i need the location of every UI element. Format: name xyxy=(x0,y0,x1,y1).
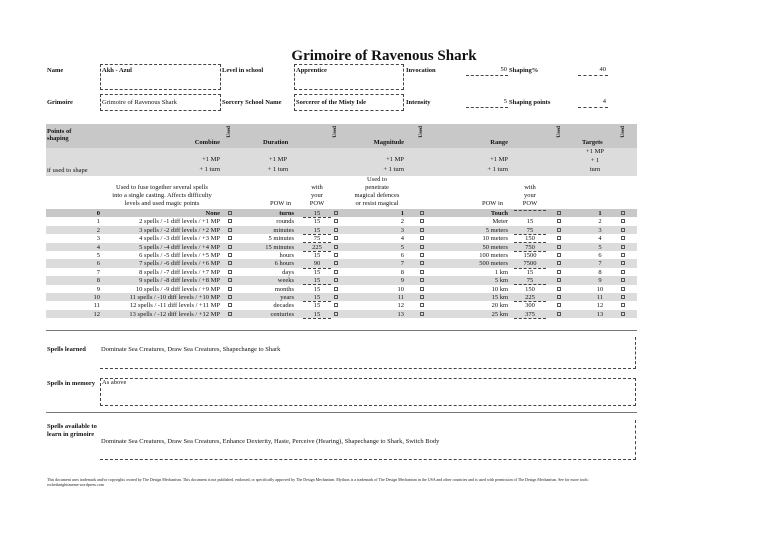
row-range-value[interactable]: 300 xyxy=(514,302,546,310)
divider-2 xyxy=(46,412,637,413)
row-points: 8 xyxy=(96,277,100,285)
row-targets: 4 xyxy=(598,235,602,243)
row-duration-value[interactable]: 15 xyxy=(303,311,331,319)
checkbox-magnitude[interactable] xyxy=(420,278,424,282)
row-targets: 12 xyxy=(596,302,604,310)
row-range: 5 km xyxy=(494,277,508,285)
checkbox-magnitude[interactable] xyxy=(420,219,424,223)
row-duration: rounds xyxy=(276,218,294,226)
targets-cost-mp: +1 MP xyxy=(586,148,604,155)
intensity-value: 5 xyxy=(503,98,507,105)
row-range-value[interactable]: 375 xyxy=(514,311,546,319)
row-magnitude: 9 xyxy=(400,277,404,285)
checkbox-magnitude[interactable] xyxy=(420,253,424,257)
row-magnitude: 2 xyxy=(400,218,404,226)
row-duration-value[interactable]: 15 xyxy=(303,252,331,260)
checkbox-combine[interactable] xyxy=(228,303,232,307)
checkbox-combine[interactable] xyxy=(228,261,232,265)
school-value: Sorcerer of the Misty Isle xyxy=(296,99,367,106)
checkbox-targets[interactable] xyxy=(621,303,625,307)
row-duration: turns xyxy=(279,210,294,217)
row-points: 7 xyxy=(96,268,100,276)
checkbox-duration[interactable] xyxy=(334,219,338,223)
checkbox-range[interactable] xyxy=(557,312,561,316)
checkbox-duration[interactable] xyxy=(334,312,338,316)
col-combine: Combine xyxy=(194,139,220,146)
targets-cost-plus: + 1 xyxy=(590,157,600,164)
checkbox-targets[interactable] xyxy=(621,287,625,291)
page-title: Grimoire of Ravenous Shark xyxy=(291,48,477,64)
duration-cost-mp: +1 MP xyxy=(269,156,287,163)
checkbox-magnitude[interactable] xyxy=(420,312,424,316)
row-points: 11 xyxy=(93,302,100,310)
row-duration-value[interactable]: 75 xyxy=(303,235,331,243)
duration-desc-3: POW xyxy=(309,200,325,207)
shaping-points-label: Shaping points xyxy=(509,99,551,106)
checkbox-duration[interactable] xyxy=(334,228,338,232)
row-range: 500 meters xyxy=(479,260,508,268)
row-points: 0 xyxy=(96,210,100,217)
duration-cost-turn: + 1 turn xyxy=(267,166,289,173)
row-duration-value[interactable]: 15 xyxy=(303,286,331,294)
row-range: 25 km xyxy=(491,310,508,318)
invocation-value: 50 xyxy=(500,66,507,73)
checkbox-duration[interactable] xyxy=(334,211,338,215)
row-range: 50 meters xyxy=(482,243,508,251)
row-points: 9 xyxy=(96,285,100,293)
row-duration: minutes xyxy=(273,226,294,234)
spells-available-field[interactable] xyxy=(100,420,636,460)
row-duration: 6 hours xyxy=(274,260,294,268)
row-combine: 12 spells / -11 diff levels / +11 MP xyxy=(129,302,220,310)
checkbox-combine[interactable] xyxy=(228,211,232,215)
duration-desc-1: with xyxy=(311,184,323,191)
spells-learned-value: Dominate Sea Creatures, Draw Sea Creatures, Shapechange to Shark xyxy=(101,346,281,353)
row-combine: 3 spells / -2 diff levels / +2 MP xyxy=(139,226,220,234)
row-duration-value[interactable]: 15 xyxy=(303,227,331,235)
used-magnitude: Used xyxy=(418,126,424,138)
row-range-value[interactable]: 750 xyxy=(514,244,546,252)
row-points: 2 xyxy=(96,226,100,234)
row-range: 5 meters xyxy=(485,226,508,234)
range-cost-mp: +1 MP xyxy=(490,156,508,163)
checkbox-combine[interactable] xyxy=(228,253,232,257)
checkbox-combine[interactable] xyxy=(228,245,232,249)
checkbox-magnitude[interactable] xyxy=(420,245,424,249)
checkbox-magnitude[interactable] xyxy=(420,270,424,274)
intensity-field[interactable] xyxy=(466,96,508,108)
spells-available-label: Spells available to learn in grimoire xyxy=(47,423,97,438)
magnitude-desc-4: or resist magical xyxy=(355,200,399,207)
checkbox-range[interactable] xyxy=(557,261,561,265)
row-targets: 6 xyxy=(598,252,602,259)
checkbox-range[interactable] xyxy=(557,228,561,232)
row-range: 100 meters xyxy=(479,252,508,259)
level-label: Level in school xyxy=(222,67,264,74)
row-magnitude: 4 xyxy=(400,235,404,243)
row-combine: 4 spells / -3 diff levels / +3 MP xyxy=(139,235,220,243)
duration-desc-pre: POW in xyxy=(270,200,292,207)
row-targets: 13 xyxy=(596,310,604,318)
col-targets: Targets xyxy=(582,139,603,146)
row-range-value[interactable]: 15 xyxy=(514,269,546,277)
checkbox-magnitude[interactable] xyxy=(420,303,424,307)
row-range-value[interactable]: 75 xyxy=(514,277,546,285)
row-duration-value[interactable]: 225 xyxy=(303,244,331,252)
row-range-value[interactable]: 150 xyxy=(514,286,546,294)
row-targets: 7 xyxy=(598,260,602,268)
row-points: 1 xyxy=(96,218,100,226)
row-duration: weeks xyxy=(277,277,294,285)
col-magnitude: Magnitude xyxy=(373,139,404,146)
checkbox-duration[interactable] xyxy=(334,253,338,257)
row-combine: 9 spells / -8 diff levels / +8 MP xyxy=(139,277,220,285)
row-magnitude: 3 xyxy=(400,226,404,234)
row-combine: 5 spells / -4 diff levels / +4 MP xyxy=(139,243,220,251)
checkbox-combine[interactable] xyxy=(228,278,232,282)
row-targets: 11 xyxy=(596,294,604,301)
grimoire-value: Grimoire of Ravenous Shark xyxy=(102,99,177,106)
shaping-points-value: 4 xyxy=(602,98,606,105)
checkbox-duration[interactable] xyxy=(334,270,338,274)
row-targets: 5 xyxy=(598,243,602,251)
row-duration-value[interactable]: 15 xyxy=(303,218,331,226)
row-combine: 10 spells / -9 diff levels / +9 MP xyxy=(135,285,220,293)
spells-memory-value: As above xyxy=(102,379,127,386)
row-duration: days xyxy=(282,268,294,276)
row-magnitude: 7 xyxy=(400,260,404,268)
spells-learned-label: Spells learned xyxy=(47,346,86,353)
row-range-value[interactable]: 15 xyxy=(514,218,546,226)
row-duration-value[interactable]: 15 xyxy=(303,294,331,302)
table-cost-band xyxy=(46,148,637,176)
checkbox-targets[interactable] xyxy=(621,245,625,249)
checkbox-range[interactable] xyxy=(557,303,561,307)
row-duration: months xyxy=(274,285,294,293)
level-field[interactable] xyxy=(294,64,404,90)
combine-desc-2: into a single casting. Affects difficulty xyxy=(112,192,212,199)
row-combine: 11 spells / -10 diff levels / +10 MP xyxy=(129,294,220,301)
row-targets: 1 xyxy=(598,210,602,217)
checkbox-range[interactable] xyxy=(557,270,561,274)
row-targets: 2 xyxy=(598,218,602,226)
row-duration-value[interactable]: 90 xyxy=(303,260,331,268)
checkbox-magnitude[interactable] xyxy=(420,236,424,240)
row-combine: 8 spells / -7 diff levels / +7 MP xyxy=(139,268,220,276)
spells-learned-field[interactable] xyxy=(100,337,636,369)
row-range-value[interactable]: 75 xyxy=(514,227,546,235)
name-field[interactable] xyxy=(100,64,221,90)
used-combine: Used xyxy=(226,126,232,138)
row-range: Touch xyxy=(490,210,508,217)
checkbox-range[interactable] xyxy=(557,295,561,299)
range-cost-turn: + 1 turn xyxy=(487,166,508,173)
checkbox-combine[interactable] xyxy=(228,270,232,274)
checkbox-duration[interactable] xyxy=(334,287,338,291)
row-duration-value[interactable]: 15 xyxy=(303,302,331,310)
row-targets: 8 xyxy=(598,268,602,276)
row-points: 10 xyxy=(93,294,100,301)
checkbox-magnitude[interactable] xyxy=(420,261,424,265)
checkbox-combine[interactable] xyxy=(228,295,232,299)
row-range-value[interactable]: 150 xyxy=(514,235,546,243)
range-desc-2: your xyxy=(524,192,536,199)
row-combine: 7 spells / -6 diff levels / +6 MP xyxy=(139,260,220,268)
row-duration: decades xyxy=(273,302,294,310)
row-magnitude: 11 xyxy=(397,294,404,301)
used-duration: Used xyxy=(332,126,338,138)
checkbox-range[interactable] xyxy=(557,253,561,257)
checkbox-range[interactable] xyxy=(557,211,561,215)
shaping-points-field[interactable] xyxy=(578,96,608,108)
row-points: 3 xyxy=(96,235,100,243)
name-label: Name xyxy=(47,67,64,74)
checkbox-duration[interactable] xyxy=(334,245,338,249)
points-of-shaping-label: Points of shaping xyxy=(47,128,72,143)
grimoire-field[interactable] xyxy=(100,94,221,111)
spells-memory-field[interactable] xyxy=(100,378,636,406)
checkbox-targets[interactable] xyxy=(621,278,625,282)
row-duration-value[interactable]: 15 xyxy=(303,277,331,285)
checkbox-targets[interactable] xyxy=(621,219,625,223)
grimoire-label: Grimoire xyxy=(47,99,73,106)
magnitude-desc-1: Used to xyxy=(366,176,388,183)
row-range: Meter xyxy=(492,218,508,226)
shaping-pct-value: 40 xyxy=(599,66,606,73)
row-targets: 10 xyxy=(596,285,604,293)
row-range: 10 meters xyxy=(482,235,508,243)
range-desc-1: with xyxy=(524,184,536,191)
checkbox-targets[interactable] xyxy=(621,295,625,299)
magnitude-desc-2: penetrate xyxy=(365,184,389,191)
checkbox-magnitude[interactable] xyxy=(420,295,424,299)
targets-cost-turn: turn xyxy=(589,166,601,173)
used-range: Used xyxy=(556,126,562,138)
checkbox-range[interactable] xyxy=(557,287,561,291)
checkbox-magnitude[interactable] xyxy=(420,211,424,215)
row-points: 12 xyxy=(93,310,100,318)
range-desc-pre: POW in xyxy=(482,200,504,207)
magnitude-desc-3: magical defences xyxy=(354,192,400,199)
shaping-pct-field[interactable] xyxy=(578,64,608,76)
combine-desc-3: levels and used magic points xyxy=(124,200,200,207)
row-duration-value[interactable]: 15 xyxy=(303,269,331,277)
row-duration: centuries xyxy=(270,310,294,318)
used-targets: Used xyxy=(620,126,626,138)
school-label: Sorcery School Name xyxy=(222,99,282,106)
checkbox-magnitude[interactable] xyxy=(420,228,424,232)
shaping-pct-label: Shaping% xyxy=(509,67,539,74)
checkbox-targets[interactable] xyxy=(621,236,625,240)
checkbox-combine[interactable] xyxy=(228,312,232,316)
checkbox-combine[interactable] xyxy=(228,236,232,240)
checkbox-targets[interactable] xyxy=(621,253,625,257)
checkbox-duration[interactable] xyxy=(334,278,338,282)
magnitude-cost-turn: + 1 turn xyxy=(383,166,404,173)
row-combine: 2 spells / -1 diff levels / +1 MP xyxy=(139,218,220,226)
row-range-value[interactable]: 225 xyxy=(514,294,546,302)
checkbox-range[interactable] xyxy=(557,245,561,249)
row-range: 15 km xyxy=(491,294,508,301)
checkbox-targets[interactable] xyxy=(621,261,625,265)
row-duration-value[interactable]: 15 xyxy=(303,210,331,218)
row-combine: 6 spells / -5 diff levels / +5 MP xyxy=(139,252,220,259)
row-points: 6 xyxy=(96,260,100,268)
row-duration: years xyxy=(280,294,294,301)
row-magnitude: 12 xyxy=(397,302,404,310)
row-duration: 5 minutes xyxy=(268,235,294,243)
row-magnitude: 13 xyxy=(397,310,404,318)
row-magnitude: 1 xyxy=(400,210,404,217)
checkbox-range[interactable] xyxy=(557,236,561,240)
combine-desc-1: Used to fuse together several spells xyxy=(116,184,208,191)
combine-cost-mp: +1 MP xyxy=(202,156,220,163)
checkbox-targets[interactable] xyxy=(621,211,625,215)
checkbox-duration[interactable] xyxy=(334,303,338,307)
row-targets: 3 xyxy=(598,226,602,234)
checkbox-targets[interactable] xyxy=(621,228,625,232)
duration-desc-2: your xyxy=(311,192,323,199)
row-combine: 13 spells / -12 diff levels / +12 MP xyxy=(129,310,220,318)
if-used-label: if used to shape xyxy=(47,167,88,174)
range-desc-3: POW xyxy=(522,200,538,207)
row-range-value[interactable] xyxy=(514,210,546,211)
row-magnitude: 10 xyxy=(397,285,404,293)
col-duration: Duration xyxy=(263,139,289,146)
row-magnitude: 5 xyxy=(400,243,404,251)
col-range: Range xyxy=(490,139,508,146)
checkbox-duration[interactable] xyxy=(334,261,338,265)
invocation-label: Invocation xyxy=(406,67,436,74)
school-field[interactable] xyxy=(294,94,404,111)
magnitude-cost-mp: +1 MP xyxy=(386,156,404,163)
name-value: Akh - Azul xyxy=(102,67,132,74)
checkbox-magnitude[interactable] xyxy=(420,287,424,291)
spells-memory-label: Spells in memory xyxy=(47,380,96,387)
intensity-label: Intensity xyxy=(406,99,431,106)
row-points: 5 xyxy=(96,252,100,259)
row-range-value[interactable]: 1500 xyxy=(514,252,546,260)
apprentice-label: Apprentice xyxy=(296,67,327,74)
row-points: 4 xyxy=(96,243,100,251)
row-range: 20 km xyxy=(491,302,508,310)
divider-1 xyxy=(46,330,637,331)
checkbox-combine[interactable] xyxy=(228,228,232,232)
checkbox-duration[interactable] xyxy=(334,295,338,299)
invocation-field[interactable] xyxy=(466,64,508,76)
checkbox-range[interactable] xyxy=(557,278,561,282)
row-duration: 15 minutes xyxy=(265,243,294,251)
row-magnitude: 6 xyxy=(400,252,404,259)
footer-disclaimer: This document uses trademark and/or copyrights owned by The Design Mechanism. This document is not published, endorsed, or specifically approved by The Design Mechanism. Mythras is a trademark of The Design Mechanism in the USA and other countries and is used with permission of The Design Mechanism. See for more tools: rocketknightsmeme.wordpress.com xyxy=(47,477,589,488)
row-targets: 9 xyxy=(598,277,602,285)
checkbox-targets[interactable] xyxy=(621,312,625,316)
checkbox-range[interactable] xyxy=(557,219,561,223)
checkbox-targets[interactable] xyxy=(621,270,625,274)
checkbox-duration[interactable] xyxy=(334,236,338,240)
row-magnitude: 8 xyxy=(400,268,404,276)
row-duration: hours xyxy=(279,252,294,259)
row-combine: None xyxy=(205,210,220,217)
combine-cost-turn: + 1 turn xyxy=(199,166,220,173)
row-range: 1 km xyxy=(494,268,508,276)
checkbox-combine[interactable] xyxy=(228,287,232,291)
row-range-value[interactable]: 7500 xyxy=(514,260,546,268)
checkbox-combine[interactable] xyxy=(228,219,232,223)
row-range: 10 km xyxy=(491,285,508,293)
spells-available-value: Dominate Sea Creatures, Draw Sea Creatures, Enhance Dexterity, Haste, Perceive (Hearing), Shapechange to Shark, Switch Body xyxy=(101,438,440,445)
